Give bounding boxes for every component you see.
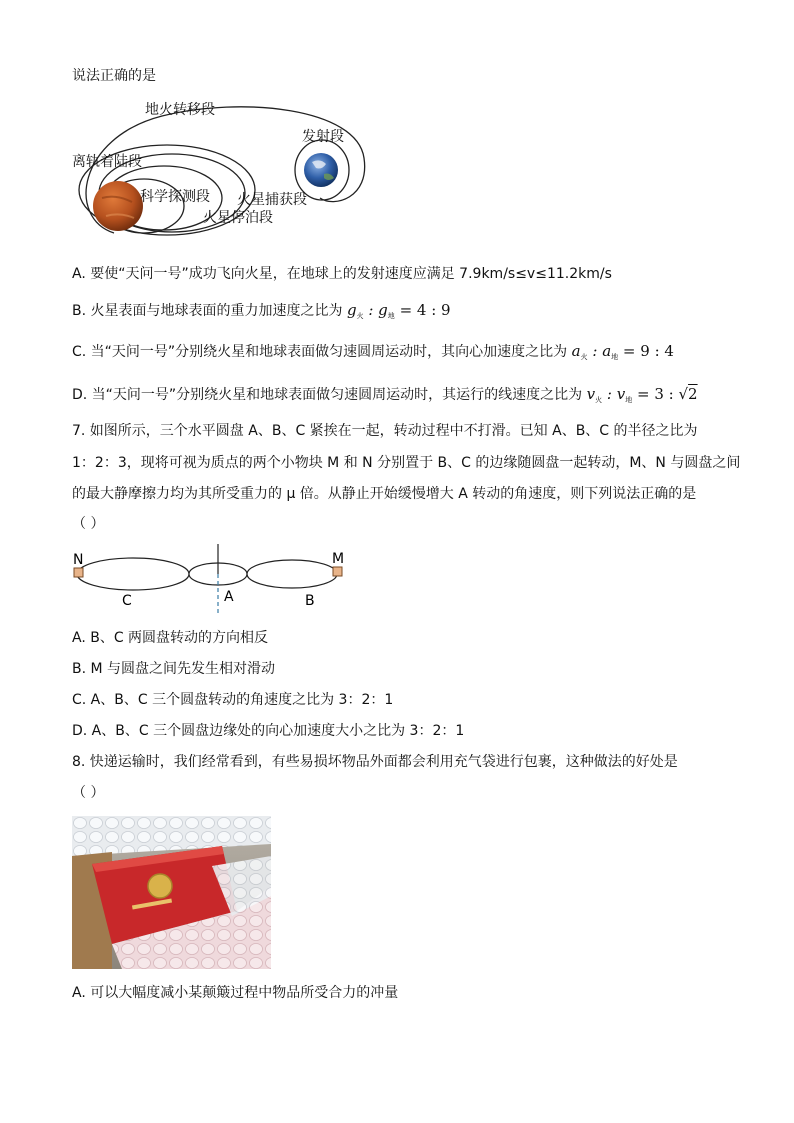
q7-option-d: D. A、B、C 三个圆盘边缘处的向心加速度大小之比为 3：2：1 <box>72 723 465 739</box>
q6-option-b-formula: $g_火$ : $g_地 = 4$ : 9 <box>346 301 451 320</box>
q6-option-b <box>72 300 451 326</box>
q7-line-2: 1：2：3，现将可视为质点的两个小物块 M 和 N 分别置于 B、C 的边缘随圆盘一起转动，M、N 与圆盘之间 <box>72 455 741 471</box>
earth-planet <box>304 153 338 187</box>
label-c: C <box>122 593 132 609</box>
q6-option-c-formula: $a_火$ : $a_地 = 9$ : 4 <box>571 342 674 361</box>
q6-option-d-formula: $v_火$ : $v_地 = 3$ : √2 <box>586 385 698 404</box>
label-m: M <box>332 551 345 567</box>
block-n <box>74 568 83 577</box>
disc-b <box>247 560 337 588</box>
q8-option-a: A. 可以大幅度减小某颠簸过程中物品所受合力的冲量 <box>72 985 399 1001</box>
disc-c <box>77 558 189 590</box>
q6-option-c <box>72 341 674 367</box>
label-deorbit: 离轨着陆段 <box>72 154 142 170</box>
q7-option-b: B. M 与圆盘之间先发生相对滑动 <box>72 661 276 677</box>
label-a: A <box>224 589 234 605</box>
q7-option-c: C. A、B、C 三个圆盘转动的角速度之比为 3：2：1 <box>72 692 394 708</box>
mars-planet <box>93 181 143 231</box>
label-science: 科学探测段 <box>140 189 210 205</box>
q6-option-d <box>72 384 698 410</box>
label-n: N <box>73 552 84 568</box>
orbit-diagram <box>72 98 372 248</box>
question-intro-tail: 说法正确的是 <box>72 68 156 84</box>
q6-option-b-text: B. 火星表面与地球表面的重力加速度之比为 <box>72 303 343 319</box>
label-transfer: 地火转移段 <box>145 102 215 118</box>
q7-answer-paren: （ ） <box>72 516 105 532</box>
q6-option-a: A. 要使“天问一号”成功飞向火星，在地球上的发射速度应满足 7.9km/s≤v≤11.2km/s <box>72 266 612 282</box>
q6-option-c-text: C. 当“天问一号”分别绕火星和地球表面做匀速圆周运动时，其向心加速度之比为 <box>72 344 568 360</box>
package-photo <box>72 816 271 969</box>
block-m <box>333 567 342 576</box>
label-parking: 火星停泊段 <box>203 210 273 226</box>
q8-answer-paren: （ ） <box>72 785 105 801</box>
q8-line-1: 8. 快递运输时，我们经常看到，有些易损坏物品外面都会利用充气袋进行包裹，这种做法的好处是 <box>72 754 678 770</box>
q7-line-3: 的最大静摩擦力均为其所受重力的 μ 倍。从静止开始缓慢增大 A 转动的角速度，则下列说法正确的是 <box>72 486 697 502</box>
q6-option-d-text: D. 当“天问一号”分别绕火星和地球表面做匀速圆周运动时，其运行的线速度之比为 <box>72 387 583 403</box>
label-capture: 火星捕获段 <box>237 192 307 208</box>
label-b: B <box>305 593 315 609</box>
q7-option-a: A. B、C 两圆盘转动的方向相反 <box>72 630 269 646</box>
label-launch: 发射段 <box>302 129 344 145</box>
disc-diagram <box>70 544 360 614</box>
q7-line-1: 7. 如图所示，三个水平圆盘 A、B、C 紧挨在一起，转动过程中不打滑。已知 A、B、C 的半径之比为 <box>72 423 698 439</box>
